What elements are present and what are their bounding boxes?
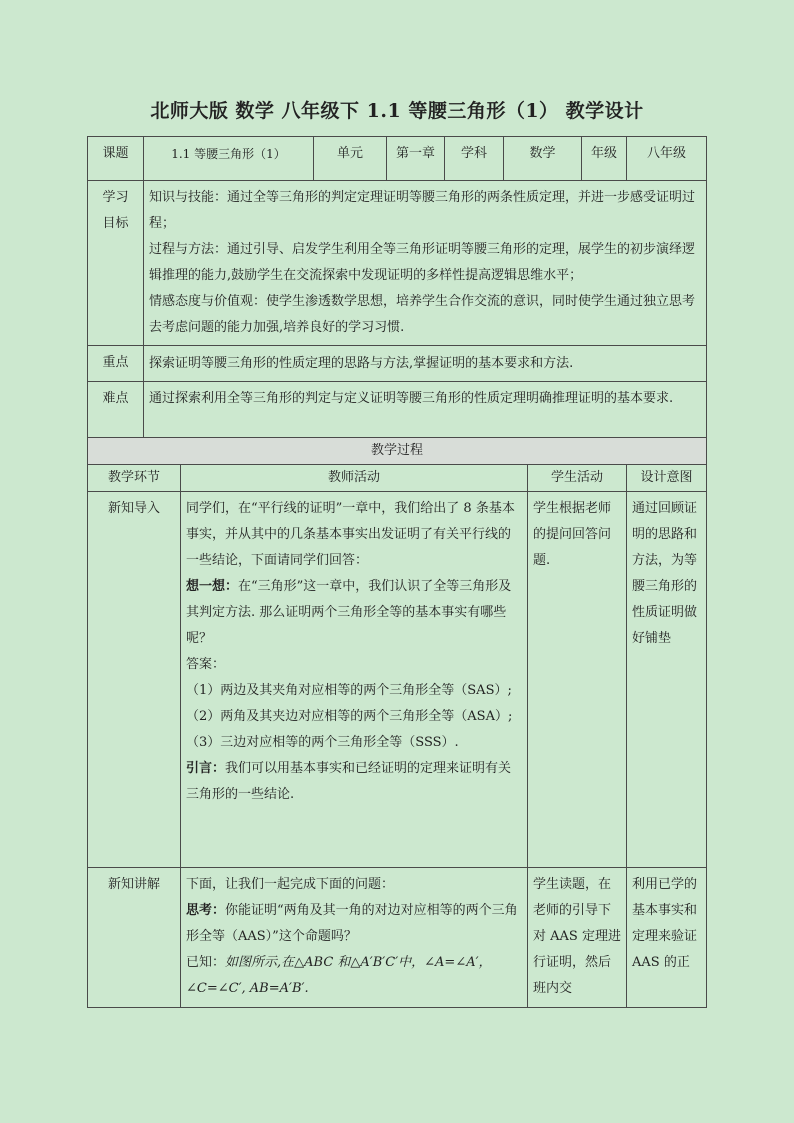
think-text: 在“三角形”这一章中，我们认识了全等三角形及其判定方法. 那么证明两个三角形全等的基本事实有哪些呢？ (186, 579, 512, 646)
objectives-label-text: 学习目标 (102, 190, 129, 231)
xueke-label: 学科 (445, 137, 504, 181)
think-label: 思考： (186, 903, 226, 918)
lesson-plan-table (87, 136, 707, 1008)
intent-cell: 利用已学的基本事实和定理来验证AAS 的正 (627, 868, 707, 1008)
known-label: 已知： (186, 955, 226, 970)
page-title: 北师大版 数学 八年级下 1.1 等腰三角形（1） 教学设计 (150, 100, 644, 122)
col-student: 学生活动 (528, 465, 627, 492)
stage-cell: 新知导入 (88, 492, 181, 868)
process-title-row (88, 438, 707, 465)
keti-value: 1.1 等腰三角形（1） (144, 137, 314, 181)
col-stage: 教学环节 (88, 465, 181, 492)
col-intent: 设计意图 (627, 465, 707, 492)
yin-paragraph (186, 756, 522, 808)
difficulty-text: 通过探索利用全等三角形的判定与定义证明等腰三角形的性质定理明确推理证明的基本要求. (144, 382, 707, 438)
think-text: 你能证明“两角及其一角的对边对应相等的两个三角形全等（AAS）”这个命题吗？ (186, 903, 518, 944)
col-teacher: 教师活动 (181, 465, 528, 492)
objectives-row (88, 181, 707, 346)
yin-text: 我们可以用基本事实和已经证明的定理来证明有关三角形的一些结论. (186, 761, 512, 802)
answer-label: 答案： (186, 657, 226, 672)
student-activity-cell: 学生根据老师的提问回答问题. (528, 492, 627, 868)
table-row (88, 868, 707, 1008)
keti-label: 课题 (88, 137, 144, 181)
teacher-activity-cell (181, 492, 528, 868)
intent-cell: 通过回顾证明的思路和方法，为等腰三角形的性质证明做好铺垫 (627, 492, 707, 868)
teacher-activity-cell (181, 868, 528, 1008)
known-paragraph (186, 950, 522, 1002)
objective-emotion: 情感态度与价值观：使学生渗透数学思想，培养学生合作交流的意识，同时使学生通过独立思考去考虑问题的能力加强,培养良好的学习习惯. (149, 294, 696, 335)
danyuan-label: 单元 (314, 137, 387, 181)
answer-1: （1）两边及其夹角对应相等的两个三角形全等（SAS）; (186, 683, 512, 698)
think-paragraph (186, 898, 522, 950)
process-title: 教学过程 (88, 438, 707, 465)
header-row (88, 137, 707, 181)
answer-2: （2）两角及其夹边对应相等的两个三角形全等（ASA）; (186, 709, 513, 724)
difficulty-label: 难点 (88, 382, 144, 438)
teacher-intro: 同学们，在“平行线的证明”一章中，我们给出了 8 条基本事实，并从其中的几条基本事实出发证明了有关平行线的一些结论，下面请同学们回答： (186, 501, 515, 568)
yin-label: 引言： (186, 761, 226, 776)
teacher-intro: 下面，让我们一起完成下面的问题： (186, 877, 395, 892)
keypoint-label: 重点 (88, 346, 144, 382)
objective-knowledge: 知识与技能：通过全等三角形的判定定理证明等腰三角形的两条性质定理，并进一步感受证明过程； (149, 190, 696, 231)
answer-3: （3）三边对应相等的两个三角形全等（SSS）. (186, 735, 459, 750)
nianji-value: 八年级 (627, 137, 707, 181)
nianji-label: 年级 (582, 137, 627, 181)
objectives-label (88, 181, 144, 346)
think-label: 想一想： (186, 579, 239, 594)
danyuan-value: 第一章 (387, 137, 445, 181)
keypoint-text: 探索证明等腰三角形的性质定理的思路与方法,掌握证明的基本要求和方法. (144, 346, 707, 382)
objectives-content (144, 181, 707, 346)
think-paragraph (186, 574, 522, 652)
table-row (88, 492, 707, 868)
difficulty-row (88, 382, 707, 438)
objective-process: 过程与方法：通过引导、启发学生利用全等三角形证明等腰三角形的定理，展学生的初步演绎逻辑推理的能力,鼓励学生在交流探索中发现证明的多样性提高逻辑思维水平； (149, 242, 696, 283)
xueke-value: 数学 (504, 137, 582, 181)
keypoint-row (88, 346, 707, 382)
process-header-row (88, 465, 707, 492)
student-activity-cell: 学生读题，在老师的引导下对 AAS 定理进行证明，然后班内交 (528, 868, 627, 1008)
stage-cell: 新知讲解 (88, 868, 181, 1008)
known-text: 如图所示,在△ABC 和△A′B′C′中，∠A=∠A′，∠C=∠C′, AB=A′B′. (186, 955, 492, 996)
